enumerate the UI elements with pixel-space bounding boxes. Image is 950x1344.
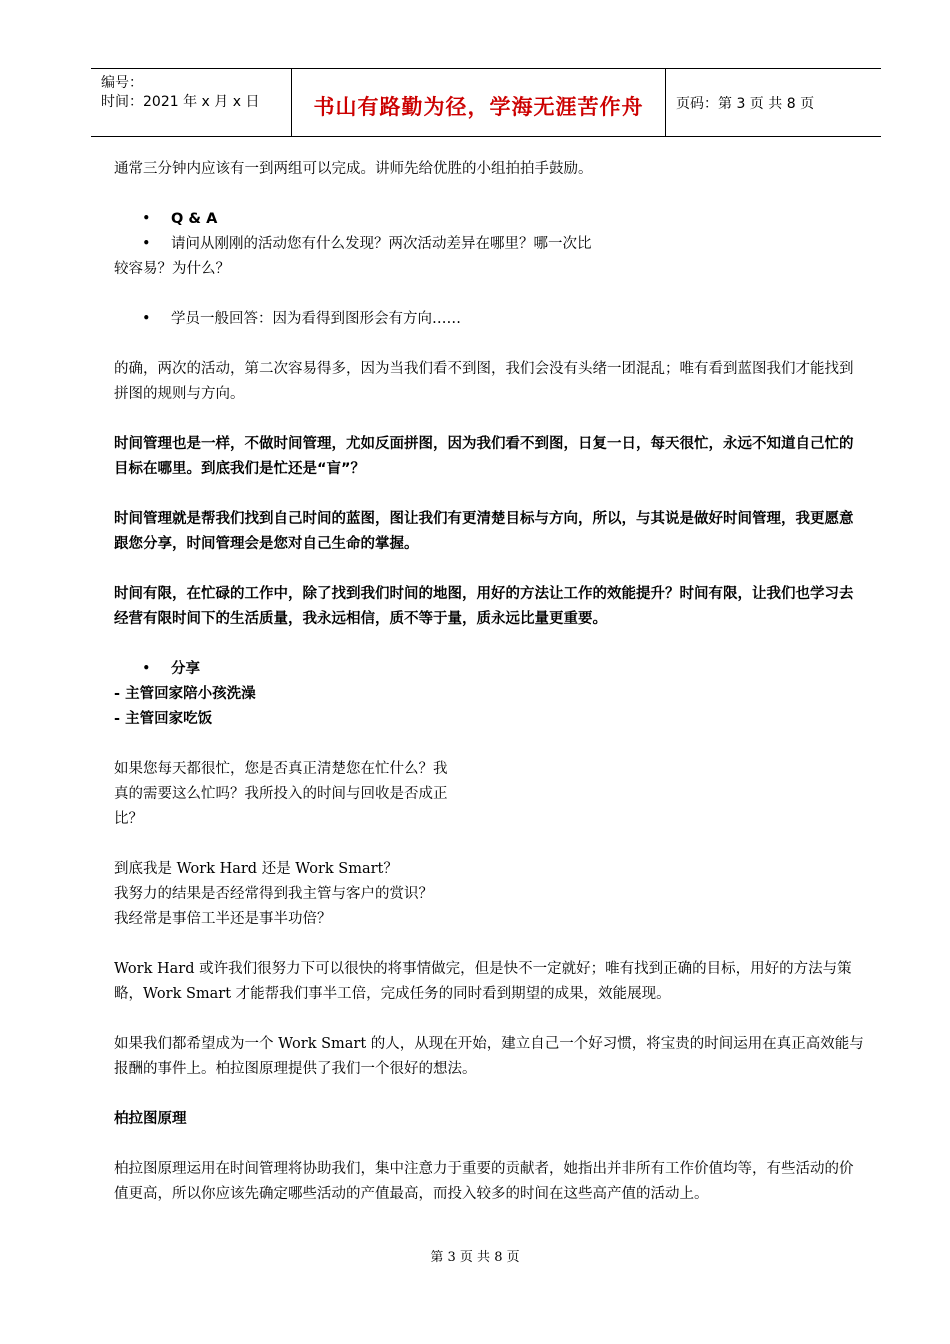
bullet-qa-question <box>114 232 864 257</box>
answer-text: 学员一般回答：因为看得到图形会有方向…… <box>171 311 461 327</box>
bullet-dot: • <box>142 311 151 327</box>
question-paragraph-1: 如果您每天都很忙，您是否真正清楚您在忙什么？我真的需要这么忙吗？我所投入的时间与回收是否成正比？ <box>114 761 448 827</box>
bullet-dot: • <box>142 236 151 252</box>
question-2-line-2: 我努力的结果是否经常得到我主管与客户的赏识？ <box>114 886 433 902</box>
question-2-line-1: 到底我是 Work Hard 还是 Work Smart？ <box>114 861 398 877</box>
document-body <box>114 157 864 1207</box>
paragraph-intro: 通常三分钟内应该有一到两组可以完成。讲师先给优胜的小组拍拍手鼓励。 <box>114 161 593 177</box>
paragraph-pareto: 柏拉图原理运用在时间管理将协助我们，集中注意力于重要的贡献者，她指出并非所有工作价值均等，有些活动的价值更高，所以你应该先确定哪些活动的产值最高，而投入较多的时间在这些高产值的活动上。 <box>114 1161 854 1202</box>
bullet-qa-heading <box>114 207 864 232</box>
share-item-2: - 主管回家吃饭 <box>114 711 213 727</box>
header-page-cell <box>666 69 881 136</box>
bullet-share-heading <box>114 657 864 682</box>
header-motto: 书山有路勤为径，学海无涯苦作舟 <box>313 95 644 119</box>
pareto-heading: 柏拉图原理 <box>114 1111 187 1127</box>
page-footer: 第 3 页 共 8 页 <box>430 1250 520 1265</box>
bullet-dot: • <box>142 661 151 677</box>
header-page-number: 页码：第 3 页 共 8 页 <box>676 96 815 112</box>
bold-paragraph-2: 时间管理就是帮我们找到自己时间的蓝图，图让我们有更清楚目标与方向，所以，与其说是做好时间管理，我更愿意跟您分享，时间管理会是您对自己生命的掌握。 <box>114 511 854 552</box>
paragraph-explanation: 的确，两次的活动，第二次容易得多，因为当我们看不到图，我们会没有头绪一团混乱；唯有看到蓝图我们才能找到拼图的规则与方向。 <box>114 361 854 402</box>
share-heading: 分享 <box>171 661 200 677</box>
qa-question-line1: 请问从刚刚的活动您有什么发现？两次活动差异在哪里？哪一次比 <box>171 236 592 252</box>
qa-question-line2: 较容易？为什么？ <box>114 261 230 277</box>
bullet-answer <box>114 307 864 332</box>
paragraph-work-smart: 如果我们都希望成为一个 Work Smart 的人，从现在开始，建立自己一个好习惯，将宝贵的时间运用在真正高效能与报酬的事件上。柏拉图原理提供了我们一个很好的想法。 <box>114 1036 864 1077</box>
bold-paragraph-3: 时间有限，在忙碌的工作中，除了找到我们时间的地图，用好的方法让工作的效能提升？时间有限，让我们也学习去经营有限时间下的生活质量，我永远相信，质不等于量，质永远比量更重要。 <box>114 586 854 627</box>
header-meta-cell <box>91 69 292 136</box>
bullet-dot: • <box>142 211 151 227</box>
bold-paragraph-1: 时间管理也是一样，不做时间管理，尤如反面拼图，因为我们看不到图，日复一日，每天很忙，永远不知道自己忙的目标在哪里。到底我们是忙还是“盲”？ <box>114 436 854 477</box>
question-2-line-3: 我经常是事倍工半还是事半功倍？ <box>114 911 332 927</box>
share-item-1: - 主管回家陪小孩洗澡 <box>114 686 256 702</box>
document-number-label: 编号： <box>101 75 143 91</box>
qa-heading: Q & A <box>171 211 218 227</box>
page-header <box>91 68 881 137</box>
document-time-label: 时间：2021 年 x 月 x 日 <box>101 94 260 110</box>
paragraph-work-hard: Work Hard 或许我们很努力下可以很快的将事情做完，但是快不一定就好；唯有找到正确的目标，用好的方法与策略，Work Smart 才能帮我们事半工倍，完成任务的同时看到期望的成果，效能展现。 <box>114 961 852 1002</box>
header-motto-cell <box>292 69 666 136</box>
